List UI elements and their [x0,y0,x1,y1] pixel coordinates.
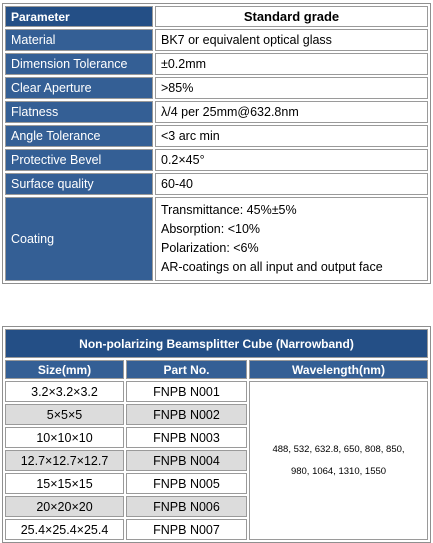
spec-row-dimension-tolerance [5,53,428,75]
product-row [5,381,428,402]
size-cell: 25.4×25.4×25.4 [5,519,124,540]
spec-row-angle-tolerance [5,125,428,147]
spec-value: BK7 or equivalent optical glass [155,29,428,51]
spec-value: 60-40 [155,173,428,195]
coating-values [155,197,428,281]
spec-value: λ/4 per 25mm@632.8nm [155,101,428,123]
size-cell: 5×5×5 [5,404,124,425]
spec-row-flatness [5,101,428,123]
size-cell: 15×15×15 [5,473,124,494]
spec-label: Material [5,29,153,51]
wavelength-line: 980, 1064, 1310, 1550 [290,465,387,477]
size-cell: 10×10×10 [5,427,124,448]
spec-label: Surface quality [5,173,153,195]
coating-line: Transmittance: 45%±5% [161,203,297,217]
coating-line: AR-coatings on all input and output face [161,260,383,274]
wavelength-column-header: Wavelength(nm) [249,360,428,379]
part-no-column-header: Part No. [126,360,247,379]
size-cell: 12.7×12.7×12.7 [5,450,124,471]
spec-row-surface-quality [5,173,428,195]
spec-value: 0.2×45° [155,149,428,171]
spec-value: ±0.2mm [155,53,428,75]
wavelength-line: 488, 532, 632.8, 650, 808, 850, [272,443,405,455]
standard-grade-header: Standard grade [155,6,428,27]
spec-header-row [5,6,428,27]
product-column-header-row [5,360,428,379]
part-no-cell: FNPB N002 [126,404,247,425]
part-no-cell: FNPB N004 [126,450,247,471]
spec-value: <3 arc min [155,125,428,147]
spec-label: Dimension Tolerance [5,53,153,75]
coating-line: Absorption: <10% [161,222,261,236]
part-no-cell: FNPB N003 [126,427,247,448]
part-no-cell: FNPB N005 [126,473,247,494]
spec-row-protective-bevel [5,149,428,171]
spec-label: Coating [5,197,153,281]
spec-label: Angle Tolerance [5,125,153,147]
product-table [2,326,431,543]
product-title: Non-polarizing Beamsplitter Cube (Narrowband) [5,329,428,358]
wavelength-cell [249,381,428,540]
size-cell: 20×20×20 [5,496,124,517]
coating-line: Polarization: <6% [161,241,259,255]
part-no-cell: FNPB N001 [126,381,247,402]
part-no-cell: FNPB N007 [126,519,247,540]
spec-label: Flatness [5,101,153,123]
spec-row-clear-aperture [5,77,428,99]
spec-row-material [5,29,428,51]
size-column-header: Size(mm) [5,360,124,379]
spec-value: >85% [155,77,428,99]
spec-label: Protective Bevel [5,149,153,171]
spec-table [2,3,431,284]
part-no-cell: FNPB N006 [126,496,247,517]
spec-label: Clear Aperture [5,77,153,99]
size-cell: 3.2×3.2×3.2 [5,381,124,402]
product-title-row [5,329,428,358]
spec-row-coating [5,197,428,281]
parameter-header: Parameter [5,6,153,27]
